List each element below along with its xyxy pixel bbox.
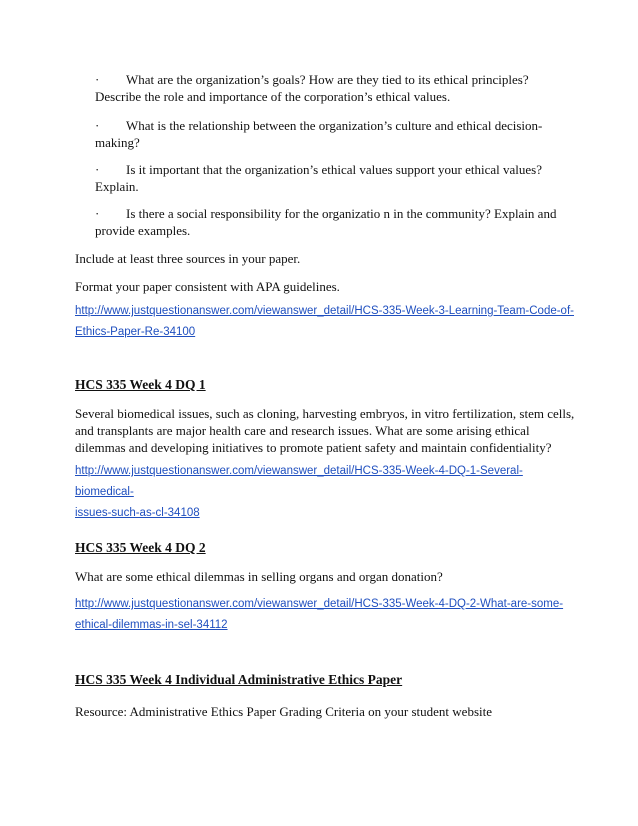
bullet-text: What is the relationship between the organization’s culture and ethical decision-making? [95,118,543,150]
link-block[interactable] [75,594,575,636]
section-body: Resource: Administrative Ethics Paper Grading Criteria on your student website [75,704,492,719]
bullet-item [95,71,575,105]
link-text[interactable]: http://www.justquestionanswer.com/viewanswer_detail/HCS-335-Week-4-DQ-1-Several-biomedical- [75,465,523,498]
bullet-item [95,205,575,239]
section-heading: HCS 335 Week 4 DQ 2 [75,540,206,555]
bullet-marker: · [95,72,100,87]
bullet-item [95,117,575,151]
bullet-text: Is there a social responsibility for the organizatio n in the community? Explain and provide examples. [95,206,557,238]
section-body: What are some ethical dilemmas in selling organs and organ donation? [75,569,443,584]
link-text[interactable]: http://www.justquestionanswer.com/viewanswer_detail/HCS-335-Week-4-DQ-2-What-are-some- [75,598,564,610]
section-heading: HCS 335 Week 4 Individual Administrative Ethics Paper [75,672,403,687]
section-heading: HCS 335 Week 4 DQ 1 [75,377,206,392]
bullet-item [95,161,575,195]
bullet-marker: · [95,162,100,177]
bullet-text: Is it important that the organization’s ethical values support your ethical values? Explain. [95,162,543,194]
bullet-marker: · [95,206,100,221]
link-text[interactable]: http://www.justquestionanswer.com/viewanswer_detail/HCS-335-Week-3-Learning-Team-Code-of- [75,305,574,317]
bullet-text: What are the organization’s goals? How are they tied to its ethical principles? Describe the role and importance of the corporation’s ethical values. [95,72,529,104]
link-text[interactable]: ethical-dilemmas-in-sel-34112 [75,619,228,631]
link-block[interactable] [75,461,575,524]
link-text[interactable]: issues-such-as-cl-34108 [75,507,200,519]
bullet-marker: · [95,118,100,133]
instruction-apa: Format your paper consistent with APA guidelines. [75,279,340,294]
instruction-sources: Include at least three sources in your paper. [75,251,301,266]
link-block[interactable] [75,301,575,343]
link-text[interactable]: Ethics-Paper-Re-34100 [75,326,196,338]
section-body: Several biomedical issues, such as cloning, harvesting embryos, in vitro fertilization, stem cells, and transplants are major health care and research issues. What are some arising ethical dilemmas and developing initiatives to promote patient safety and maintain confidentiality? [75,406,575,455]
